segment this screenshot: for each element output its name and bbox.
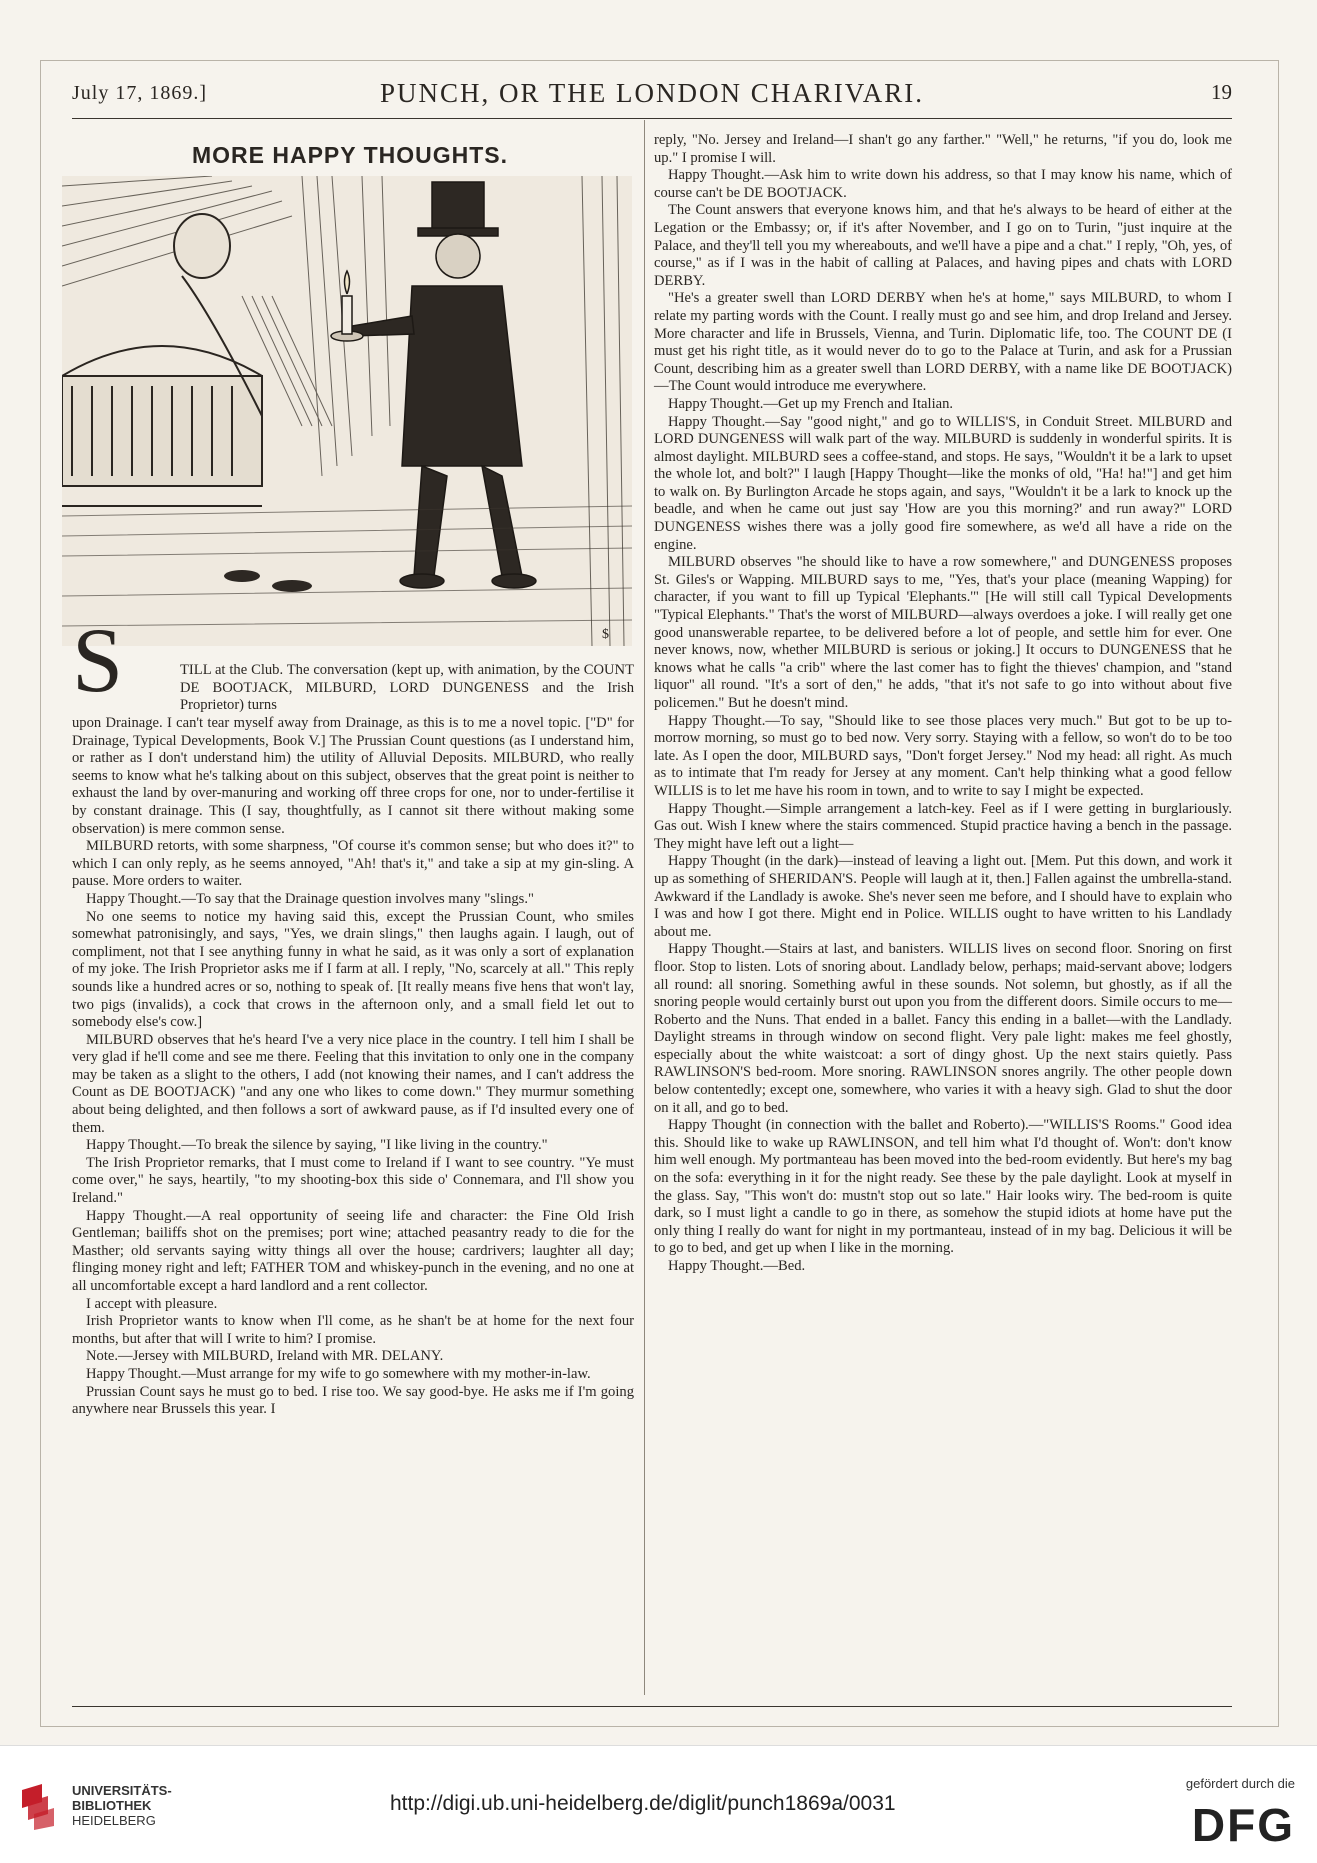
page-header	[72, 78, 1232, 114]
paragraph: Happy Thought.—Get up my French and Italian.	[668, 395, 954, 412]
university-logo-icon	[18, 1782, 62, 1830]
paragraph: No one seems to notice my having said this, except the Prussian Count, who smiles somewhat patronisingly, and says, "Yes, we drain slings," then laughs again. I laugh, out of compliment, not that I see anything funny in what he said, as it was only a sort of explanation of my joke. The Irish Proprietor asks me if I farm at all. I reply, "No, scarcely at all." This reply sounds like a hundred acres or so, nothing to speak of. [It really means five hens that won't lay, two pigs (invalids), a cock that crows in the afternoon only, and a small field let out to somebody else's cow.]	[72, 908, 634, 1031]
paragraph: Happy Thought (in the dark)—instead of leaving a light out. [Mem. Put this down, and work it up as something of SHERIDAN'S. People will laugh at it, then.] Fallen against the umbrella-stand. Awkward if the Landlady is awoke. She's never seen me before, and I should have to explain who I was and how I got there. Might end in Police. WILLIS ought to have written to his Landlady about me.	[654, 853, 1232, 940]
paragraph: reply, "No. Jersey and Ireland—I shan't go any farther." "Well," he returns, "if you do, look me up." I promise I will.	[654, 132, 1232, 166]
paragraph: "He's a greater swell than LORD DERBY when he's at home," says MILBURD, to whom I relate my parting words with the Count. I really must go and see him, and drop Ireland and Jersey. More character and life in Brussels, Vienna, and Turin. Diplomatic life, too. The COUNT DE (I must get his right title, as it would never do to go to the Palace at Turin, and ask for a Prussian Count, describing him as a greater swell than LORD DERBY, with a name like DE BOOTJACK)—The Count would introduce me everywhere.	[654, 290, 1232, 395]
paragraph: MILBURD retorts, with some sharpness, "Of course it's common sense; but who does it?" to which I can only reply, as he seems annoyed, "Ah! that's it," and take a sip at my gin-sling. A pause. More orders to waiter.	[72, 838, 634, 890]
drop-capital: S	[72, 609, 124, 711]
engraving-illustration	[62, 176, 632, 646]
header-rule	[72, 118, 1232, 119]
right-column	[654, 132, 1232, 1276]
paragraph: Happy Thought (in connection with the ballet and Roberto).—"WILLIS'S Rooms." Good idea this. Should like to wake up RAWLINSON, and tell him what I'd thought of. Won't: don't know him well enough. My portmanteau has been moved into the bed-room evidently. But here's my bag on the sofa: everything in it for the night ready. See these by the pale daylight. Look at myself in the glass. Say, "This won't do: mustn't stop out so late." Hair looks wiry. The bed-room is quite dark, so I must light a candle to go in there, as somehow the stupid idiots at home have put the only thing I really do want for night in my portmanteau, instead of in my bag. Delicious it will be to go to bed, and get up when I like in the morning.	[654, 1117, 1232, 1257]
paragraph: Happy Thought.—To say, "Should like to see those places very much." But got to be up to-morrow morning, so must go to bed now. Very sorry. Staying with a fellow, so won't do to be too late. As I open the door, MILBURD says, "Don't forget Jersey." Nod my head: all right. As much as to intimate that I'm ready for Jersey at any moment. Can't help thinking what a good fellow WILLIS is to let me have his room in town, and to write to say I might be expected.	[654, 712, 1232, 799]
artist-monogram: $	[602, 627, 609, 642]
paragraph: The Irish Proprietor remarks, that I must come to Ireland if I want to see country. "Ye must come over," he says, heartily, "to my shooting-box this side o' Connemara, and I'll show you Ireland."	[72, 1154, 634, 1207]
funded-by-label: gefördert durch die	[1185, 1776, 1295, 1791]
library-name-line1: UNIVERSITÄTS-	[72, 1783, 172, 1798]
paragraph: MILBURD observes "he should like to have a row somewhere," and DUNGENESS proposes St. Giles's or Wapping. MILBURD says to me, "Yes, that's your place (meaning Wapping) for character, if you want to fill up Typical 'Elephants.'" [He will still call Typical Developments "Typical Elephants." That's the worst of MILBURD—always overdoes a joke. I will really get one good unanswerable repartee, to be delivered before a lot of people, and settle him for ever. One never knows, now, whether MILBURD is serious or joking.] It occurs to DUNGENESS that he knows what he calls "a crib" where the last comer has to fight the thieves' champion, and "stand liquor" all round. "It's a sort of den," he adds, "that it's not safe to go into without about five policemen." But he doesn't mind.	[654, 554, 1232, 711]
paragraph: Irish Proprietor wants to know when I'll come, as he shan't be at home for the next four months, but after that will I write to him? I promise.	[72, 1313, 634, 1347]
paragraph: Happy Thought.—Ask him to write down his address, so that I may know his name, which of course can't be DE BOOTJACK.	[654, 167, 1232, 201]
article-title: MORE HAPPY THOUGHTS.	[191, 142, 509, 168]
paragraph: Happy Thought.—Stairs at last, and banisters. WILLIS lives on second floor. Snoring on first floor. Stop to listen. Lots of snoring about. Landlady below, perhaps; maid-servant above; lodgers all round: all snoring. Something awful in these sounds. Not solemn, but ghostly, as if all the snoring people would certainly burst out upon you from the different doors. Simile occurs to me—Roberto and the Nuns. That ended in a ballet. Fancy this ending in a ballet—with the Landlady. Daylight streams in through window on second flight. Very pale light: makes me feel ghostly, especially about the white waistcoat: a sort of dingy ghost. Up the next stairs quietly. Pass RAWLINSON'S bed-room. More snoring. RAWLINSON snores angrily. The other people down below contentedly; except one, somewhere, who varies it with a heavy sigh. Glad to shut the door on it all, and go to bed.	[654, 941, 1232, 1116]
paragraph: I accept with pleasure.	[86, 1295, 218, 1312]
library-name-line2: BIBLIOTHEK	[72, 1798, 152, 1813]
paragraph: Happy Thought.—To say that the Drainage question involves many "slings."	[86, 890, 534, 907]
left-column	[72, 715, 634, 1419]
paragraph: Happy Thought.—To break the silence by saying, "I like living in the country."	[86, 1137, 548, 1154]
column-divider	[644, 120, 645, 1695]
permalink-url[interactable]: http://digi.ub.uni-heidelberg.de/diglit/punch1869a/0031	[390, 1792, 896, 1815]
paragraph: upon Drainage. I can't tear myself away from Drainage, as this is to me a novel topic. ["D" for Drainage, Typical Developments, Book V.] The Prussian Count questions (as I understand him, or rather as I don't understand him) the utility of Alluvial Deposits. MILBURD, who really seems to know what he's talking about on this subject, observes that the great point is neither to exhaust the land by over-manuring and working off three crops for one, nor to under-fertilise it by constant drainage. This (I say, thoughtfully, as I cannot sit there without making some observation) is mere common sense.	[72, 715, 634, 837]
header-date: July 17, 1869.]	[72, 82, 207, 104]
library-name[interactable]	[72, 1783, 172, 1828]
paragraph: Happy Thought.—Simple arrangement a latch-key. Feel as if I were getting in burglariously. Gas out. Wish I knew where the stairs commenced. Stupid practice having a bench in the passage. They might have left out a light—	[654, 800, 1232, 852]
paragraph: Happy Thought.—A real opportunity of seeing life and character: the Fine Old Irish Gentleman; bailiffs shot on the premises; port wine; attached peasantry ready to die for the Masther; old servants saying witty things all over the house; cardrivers; laughter all day; flinging money right and left; FATHER TOM and whiskey-punch in the evening, and no one at all uncomfortable except a hard landlord and a rent collector.	[72, 1207, 634, 1294]
paragraph: Prussian Count says he must go to bed. I rise too. We say good-bye. He asks me if I'm going anywhere near Brussels this year. I	[72, 1383, 634, 1418]
opening-paragraph: TILL at the Club. The conversation (kept up, with animation, by the COUNT DE BOOTJACK, MILBURD, LORD DUNGENESS and the Irish Proprietor) turns	[180, 662, 634, 714]
header-title: PUNCH, OR THE LONDON CHARIVARI.	[379, 78, 925, 108]
viewer-footer	[0, 1745, 1317, 1863]
paragraph: Happy Thought.—Bed.	[668, 1258, 806, 1274]
paragraph: Note.—Jersey with MILBURD, Ireland with MR. DELANY.	[86, 1348, 444, 1365]
bottom-rule	[72, 1706, 1232, 1707]
paragraph: Happy Thought.—Must arrange for my wife to go somewhere with my mother-in-law.	[86, 1365, 591, 1382]
header-page-number: 19	[1211, 80, 1232, 104]
paragraph: MILBURD observes that he's heard I've a very nice place in the country. I tell him I shall be very glad if he'll come and see me there. Feeling that this invitation to only one in the company may be taken as a slight to the others, I add (not knowing their names, and I can't address the Count as DE BOOTJACK) "and any one who likes to come down." They murmur something about being delighted, and then follows a sort of awkward pause, as if I'd insulted every one of them.	[72, 1031, 634, 1136]
paragraph: The Count answers that everyone knows him, and that he's always to be heard of either at the Legation or the Embassy; or, if it's after November, and I go on to Turin, "just inquire at the Palace, and they'll tell you my whereabouts, and we'll have a pipe and a chat." I reply, "Oh, yes, of course," as if I was in the habit of calling at Palaces, and having pipes and chats with LORD DERBY.	[654, 202, 1232, 289]
dfg-logo[interactable]: DFG	[1191, 1799, 1295, 1851]
paragraph: Happy Thought.—Say "good night," and go to WILLIS'S, in Conduit Street. MILBURD and LORD DUNGENESS will walk part of the way. MILBURD is suddenly in wonderful spirits. It is almost daylight. MILBURD sees a coffee-stand, and stops. He says, "Wouldn't it be a lark to upset the whole lot, and bolt?" I laugh [Happy Thought—like the monks of old, "Ha! ha!"] and get him to walk on. By Burlington Arcade he stops again, and says, "Wouldn't it be a lark to knock up the beadle, and when he came out just say 'How are you this morning?' and run away?" LORD DUNGENESS wishes there was a jolly good fire somewhere, as we'd all have a ride on the engine.	[654, 413, 1232, 553]
library-name-line3: HEIDELBERG	[72, 1813, 156, 1828]
